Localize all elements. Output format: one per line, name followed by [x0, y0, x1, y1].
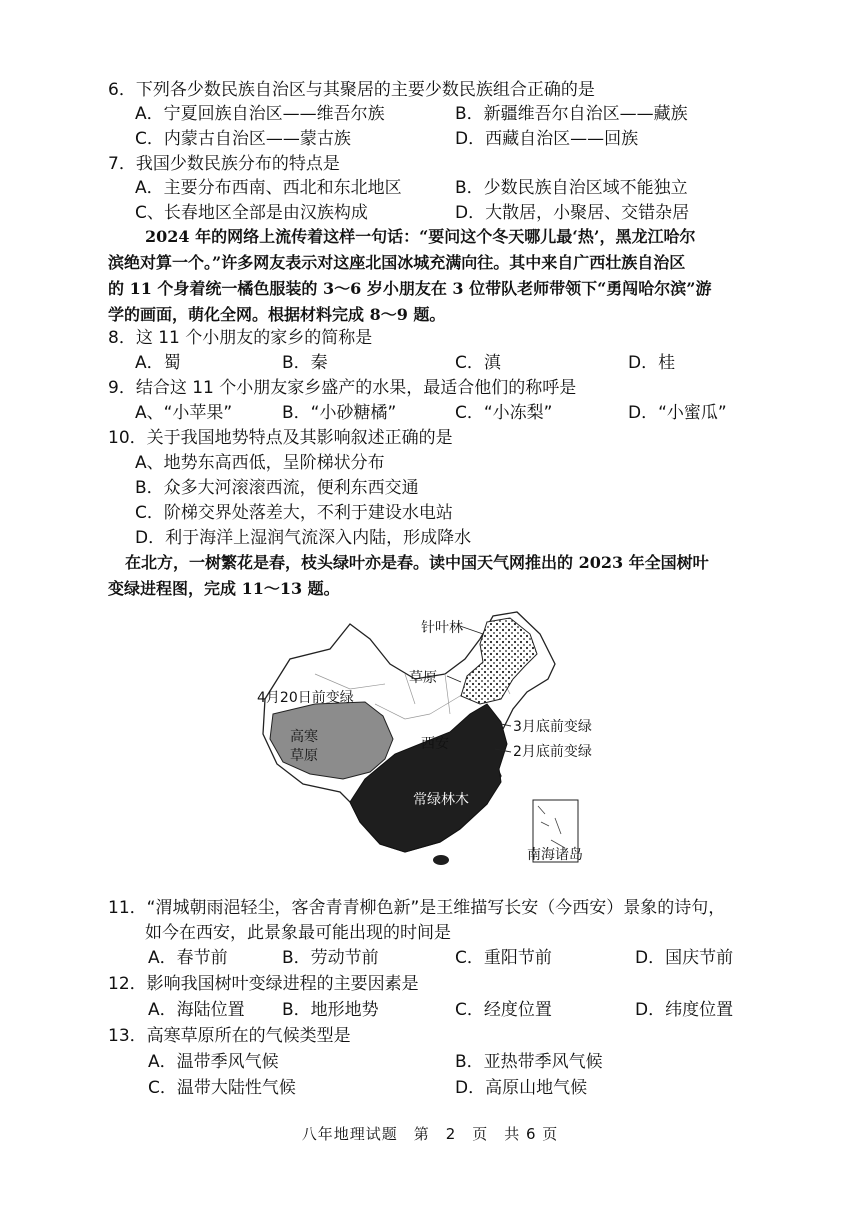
page-footer: 八年地理试题 第 2 页 共 6 页: [301, 1125, 559, 1143]
q9-option-a: A、“小苹果”: [135, 403, 233, 423]
q7-option-c: C、长春地区全部是由汉族构成: [135, 203, 368, 223]
q10-stem: 10．关于我国地势特点及其影响叙述正确的是: [108, 428, 453, 448]
q12-stem: 12．影响我国树叶变绿进程的主要因素是: [108, 974, 419, 994]
q11-stem-line2: 如今在西安，此景象最可能出现的时间是: [145, 923, 451, 943]
passage1-line3: 的 11 个身着统一橘色服装的 3～6 岁小朋友在 3 位带队老师带领下“勇闯哈尔滨”游: [108, 279, 712, 298]
q7-option-a: A．主要分布西南、西北和东北地区: [135, 178, 402, 198]
passage2-line2: 变绿进程图，完成 11～13 题。: [108, 579, 340, 598]
q8-option-d: D．桂: [628, 353, 676, 373]
map-label-alpine-2: 草原: [290, 748, 318, 764]
q12-option-d: D．纬度位置: [635, 1000, 734, 1020]
q9-option-b: B．“小砂糖橘”: [282, 403, 397, 423]
q9-option-c: C．“小冻梨”: [455, 403, 553, 423]
q8-option-c: C．滇: [455, 353, 501, 373]
q8-option-b: B．秦: [282, 353, 328, 373]
q6-option-d: D．西藏自治区——回族: [455, 129, 639, 149]
q12-option-c: C．经度位置: [455, 1000, 552, 1020]
q10-option-b: B．众多大河滚滚西流，便利东西交通: [135, 478, 419, 498]
map-label-coniferous: 针叶林: [421, 620, 463, 636]
q13-option-c: C．温带大陆性气候: [148, 1078, 296, 1098]
q9-stem: 9．结合这 11 个小朋友家乡盛产的水果，最适合他们的称呼是: [108, 378, 577, 398]
q7-stem: 7．我国少数民族分布的特点是: [108, 154, 340, 174]
q11-option-b: B．劳动节前: [282, 948, 379, 968]
q8-option-a: A．蜀: [135, 353, 181, 373]
q12-option-a: A．海陆位置: [148, 1000, 245, 1020]
passage1-line2: 滨绝对算一个。”许多网友表示对这座北国冰城充满向往。其中来自广西壮族自治区: [108, 253, 686, 272]
q10-option-d: D．利于海洋上湿润气流深入内陆，形成降水: [135, 528, 472, 548]
q13-option-b: B．亚热带季风气候: [455, 1052, 603, 1072]
q7-option-b: B．少数民族自治区域不能独立: [455, 178, 688, 198]
q13-option-d: D．高原山地气候: [455, 1078, 588, 1098]
map-label-march: 3月底前变绿: [513, 719, 592, 735]
passage1-line4: 学的画面，萌化全网。根据材料完成 8～9 题。: [108, 305, 446, 324]
q13-stem: 13．高寒草原所在的气候类型是: [108, 1026, 351, 1046]
map-label-grassland: 草原: [409, 670, 437, 686]
china-leaf-greening-map: [255, 604, 650, 879]
hainan-island: [433, 855, 449, 865]
q11-option-c: C．重阳节前: [455, 948, 552, 968]
q9-option-d: D．“小蜜瓜”: [628, 403, 727, 423]
q10-option-a: A、地势东高西低，呈阶梯状分布: [135, 453, 385, 473]
q8-stem: 8．这 11 个小朋友的家乡的简称是: [108, 328, 373, 348]
q10-option-c: C．阶梯交界处落差大，不利于建设水电站: [135, 503, 453, 523]
q6-stem: 6．下列各少数民族自治区与其聚居的主要少数民族组合正确的是: [108, 80, 595, 100]
q11-option-d: D．国庆节前: [635, 948, 734, 968]
map-label-evergreen: 常绿林木: [413, 792, 469, 808]
q11-option-a: A．春节前: [148, 948, 228, 968]
map-label-february: 2月底前变绿: [513, 744, 592, 760]
q6-option-a: A．宁夏回族自治区——维吾尔族: [135, 104, 385, 124]
passage1-line1: 2024 年的网络上流传着这样一句话：“要问这个冬天哪儿最‘热’，黑龙江哈尔: [145, 227, 696, 246]
map-label-alpine-1: 高寒: [290, 729, 318, 745]
map-label-xian: 西安: [421, 736, 449, 752]
q6-option-b: B．新疆维吾尔自治区——藏族: [455, 104, 688, 124]
map-label-south-china-sea: 南海诸岛: [527, 847, 583, 863]
q11-stem-line1: 11．“渭城朝雨浥轻尘，客舍青青柳色新”是王维描写长安（今西安）景象的诗句，: [108, 898, 726, 918]
q13-option-a: A．温带季风气候: [148, 1052, 279, 1072]
map-label-apr20: 4月20日前变绿: [257, 690, 354, 706]
q6-option-c: C．内蒙古自治区——蒙古族: [135, 129, 351, 149]
q12-option-b: B．地形地势: [282, 1000, 379, 1020]
q7-option-d: D．大散居，小聚居、交错杂居: [455, 203, 690, 223]
passage2-line1: 在北方，一树繁花是春，枝头绿叶亦是春。读中国天气网推出的 2023 年全国树叶: [125, 553, 709, 572]
